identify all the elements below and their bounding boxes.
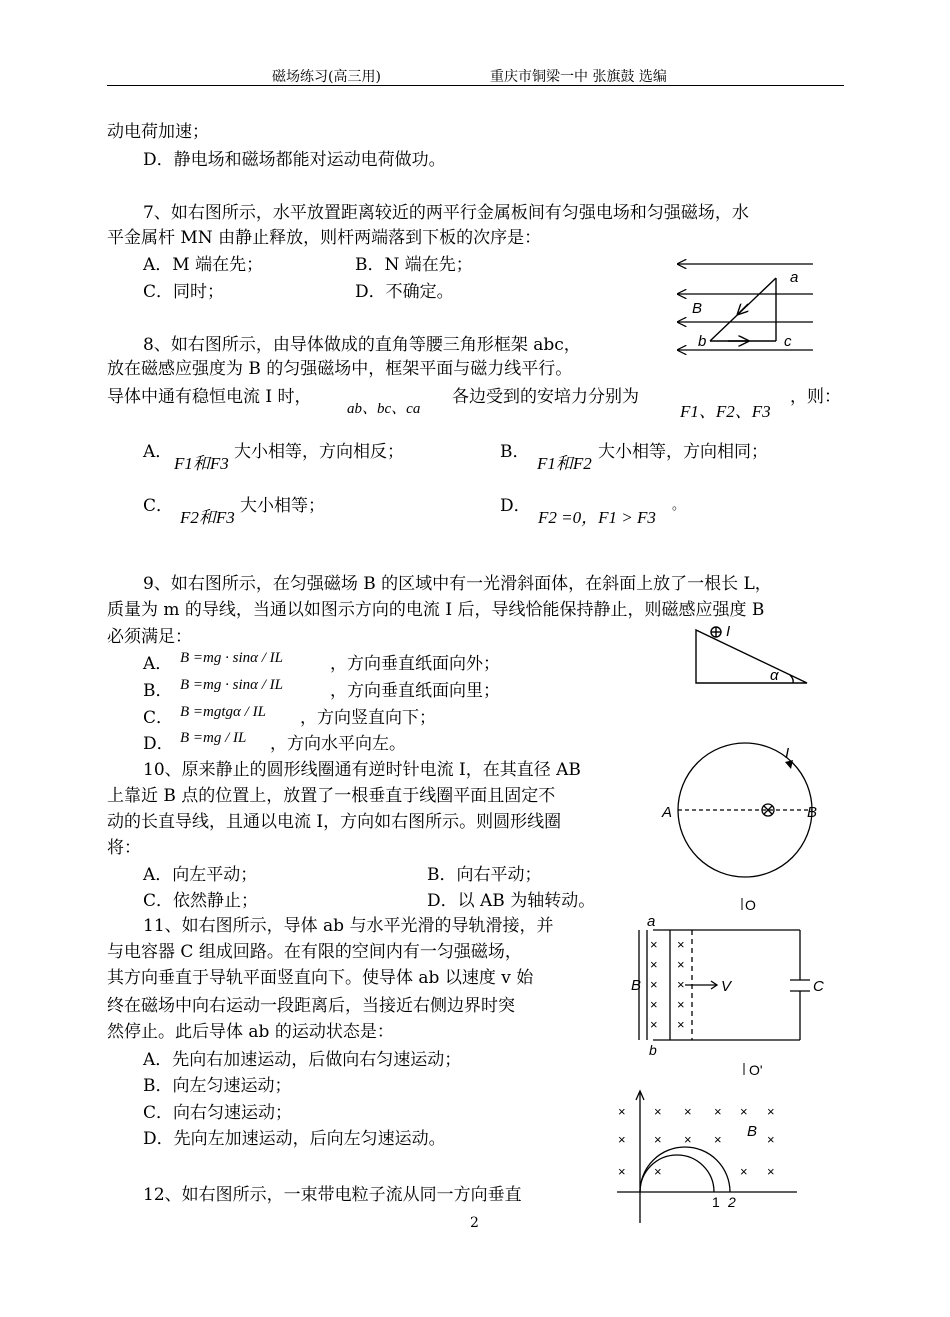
- svg-text:×: ×: [677, 977, 685, 992]
- q11-stem: 终在磁场中向右运动一段距离后，当接近右侧边界时突: [107, 996, 515, 1016]
- figure-q11: [625, 895, 840, 1085]
- fig11-label-O: O: [745, 897, 756, 913]
- text-line: D．静电场和磁场都能对运动电荷做功。: [143, 150, 446, 170]
- q7-option-b: B．N 端在先；: [355, 255, 473, 275]
- svg-text:×: ×: [618, 1164, 626, 1179]
- q8-forces: F1、F2、F3: [680, 402, 771, 421]
- q11-option-d: D．先向左加速运动，后向左匀速运动。: [143, 1129, 446, 1149]
- fig7-label-a: a: [790, 269, 799, 286]
- text-line: 动电荷加速；: [107, 122, 209, 142]
- q9-option-d-math: B =mg / IL: [180, 730, 247, 746]
- fig11-label-b: b: [649, 1042, 657, 1058]
- q8-stem: 各边受到的安培力分别为: [452, 387, 639, 407]
- q11-stem: 然停止。此后导体 ab 的运动状态是：: [107, 1022, 394, 1042]
- header-left: 磁场练习(高三用): [272, 69, 381, 85]
- q9-option-c: ，方向竖直向下；: [300, 708, 436, 728]
- q8-option-c-math: F2和F3: [180, 508, 235, 527]
- fig11-label-B: B: [631, 977, 642, 994]
- svg-text:×: ×: [677, 937, 685, 952]
- fig10-label-B: B: [807, 804, 818, 821]
- svg-text:×: ×: [654, 1132, 662, 1147]
- fig7-label-b: b: [698, 333, 707, 350]
- svg-text:×: ×: [684, 1132, 692, 1147]
- q7-option-a: A．M 端在先；: [143, 255, 264, 275]
- q9-option-c: C．: [143, 708, 174, 728]
- svg-text:×: ×: [650, 997, 658, 1012]
- q8-stem: 8、如右图所示，由导体做成的直角等腰三角形框架 abc，: [143, 335, 581, 355]
- q8-stem: ，则：: [790, 387, 841, 407]
- q8-option-a: A．: [143, 442, 173, 462]
- fig11-label-v: V: [721, 978, 732, 995]
- figure-q7-q8: [668, 255, 818, 360]
- q9-option-a: ，方向垂直纸面向外；: [330, 654, 500, 674]
- svg-text:×: ×: [618, 1104, 626, 1119]
- q7-stem: 7、如右图所示，水平放置距离较近的两平行金属板间有匀强电场和匀强磁场，水: [143, 203, 749, 223]
- q9-option-a: A．: [143, 654, 173, 674]
- q8-option-a: 大小相等，方向相反；: [234, 442, 404, 462]
- svg-text:×: ×: [740, 1164, 748, 1179]
- svg-text:×: ×: [654, 1104, 662, 1119]
- q8-option-b: 大小相等，方向相同；: [598, 442, 768, 462]
- q7-option-d: D．不确定。: [355, 282, 454, 302]
- fig9-label-I: I: [726, 623, 731, 640]
- svg-text:×: ×: [767, 1132, 775, 1147]
- svg-text:×: ×: [650, 977, 658, 992]
- q10-stem: 将：: [107, 838, 141, 858]
- q8-option-d: D．: [500, 496, 531, 516]
- svg-text:×: ×: [618, 1132, 626, 1147]
- q9-option-b: ，方向垂直纸面向里；: [330, 681, 500, 701]
- q9-stem: 必须满足：: [107, 627, 192, 647]
- q12-stem: 12、如右图所示，一束带电粒子流从同一方向垂直: [143, 1185, 522, 1205]
- q11-stem: 其方向垂直于导轨平面竖直向下。使导体 ab 以速度 v 始: [107, 968, 534, 988]
- svg-text:×: ×: [714, 1104, 722, 1119]
- q11-option-b: B．向左匀速运动；: [143, 1076, 292, 1096]
- svg-text:×: ×: [677, 1017, 685, 1032]
- fig10-label-A: A: [662, 804, 673, 821]
- q10-option-c: C．依然静止；: [143, 891, 259, 911]
- fig10-label-I: I: [785, 745, 790, 762]
- svg-text:×: ×: [740, 1104, 748, 1119]
- svg-text:×: ×: [714, 1132, 722, 1147]
- fig11-label-O2: O': [749, 1062, 763, 1078]
- svg-text:×: ×: [650, 937, 658, 952]
- q8-option-c: C．: [143, 496, 174, 516]
- fig12-label-1: 1: [712, 1194, 720, 1210]
- q10-stem: 上靠近 B 点的位置上，放置了一根垂直于线圈平面且固定不: [107, 786, 556, 806]
- fig11-label-C: C: [813, 978, 824, 995]
- q8-option-b-math: F1和F2: [537, 454, 592, 473]
- q8-stem: 导体中通有稳恒电流 I 时，: [107, 387, 312, 407]
- svg-text:×: ×: [654, 1164, 662, 1179]
- fig9-label-alpha: α: [770, 667, 779, 684]
- figure-q9: [690, 620, 815, 688]
- q8-option-c: 大小相等；: [240, 496, 325, 516]
- figure-q12: [612, 1088, 802, 1228]
- q9-option-a-math: B =mg · sinα / IL: [180, 650, 284, 666]
- q11-option-c: C．向右匀速运动；: [143, 1103, 293, 1123]
- q9-option-d: D．: [143, 734, 174, 754]
- q8-option-d: 。: [672, 498, 686, 513]
- q9-stem: 9、如右图所示，在匀强磁场 B 的区域中有一光滑斜面体，在斜面上放了一根长 L，: [143, 574, 772, 594]
- fig11-label-a: a: [647, 913, 656, 930]
- fig12-label-B: B: [747, 1123, 758, 1140]
- svg-text:×: ×: [650, 1017, 658, 1032]
- q9-option-d: ，方向水平向左。: [270, 734, 406, 754]
- svg-text:×: ×: [767, 1164, 775, 1179]
- q7-option-c: C．同时；: [143, 282, 225, 302]
- header-rule: [107, 85, 844, 86]
- q9-option-b: B．: [143, 681, 173, 701]
- q8-option-b: B．: [500, 442, 530, 462]
- q9-option-c-math: B =mgtgα / IL: [180, 704, 266, 720]
- q9-option-b-math: B =mg · sinα / IL: [180, 677, 284, 693]
- q9-stem: 质量为 m 的导线，当通以如图示方向的电流 I 后，导线恰能保持静止，则磁感应强度 B: [107, 600, 765, 620]
- fig7-label-c: c: [784, 333, 792, 350]
- svg-text:×: ×: [677, 957, 685, 972]
- q8-option-d-math: F2 =0，F1 > F3: [538, 508, 656, 527]
- q7-stem: 平金属杆 MN 由静止释放，则杆两端落到下板的次序是：: [107, 228, 542, 248]
- q8-stem: 放在磁感应强度为 B 的匀强磁场中，框架平面与磁力线平行。: [107, 359, 573, 379]
- q11-option-a: A．先向右加速运动，后做向右匀速运动；: [143, 1050, 462, 1070]
- svg-text:×: ×: [767, 1104, 775, 1119]
- q11-stem: 11、如右图所示，导体 ab 与水平光滑的导轨滑接，并: [143, 916, 554, 936]
- q10-option-a: A．向左平动；: [143, 865, 258, 885]
- q10-option-d: D．以 AB 为轴转动。: [427, 891, 596, 911]
- q8-sides: ab、bc、ca: [347, 401, 421, 417]
- q10-option-b: B．向右平动；: [427, 865, 542, 885]
- fig7-label-B: B: [692, 300, 703, 317]
- page-number: 2: [470, 1215, 479, 1231]
- q10-stem: 动的长直导线，且通以电流 I，方向如右图所示。则圆形线圈: [107, 812, 562, 832]
- svg-text:×: ×: [650, 957, 658, 972]
- header-right: 重庆市铜梁一中 张旗鼓 选编: [490, 69, 667, 85]
- q10-stem: 10、原来静止的圆形线圈通有逆时针电流 I，在其直径 AB: [143, 760, 581, 780]
- figure-q10: [655, 738, 840, 878]
- svg-text:×: ×: [684, 1104, 692, 1119]
- fig12-label-2: 2: [728, 1194, 736, 1210]
- svg-text:×: ×: [677, 997, 685, 1012]
- q8-option-a-math: F1和F3: [174, 454, 229, 473]
- q11-stem: 与电容器 C 组成回路。在有限的空间内有一匀强磁场，: [107, 942, 522, 962]
